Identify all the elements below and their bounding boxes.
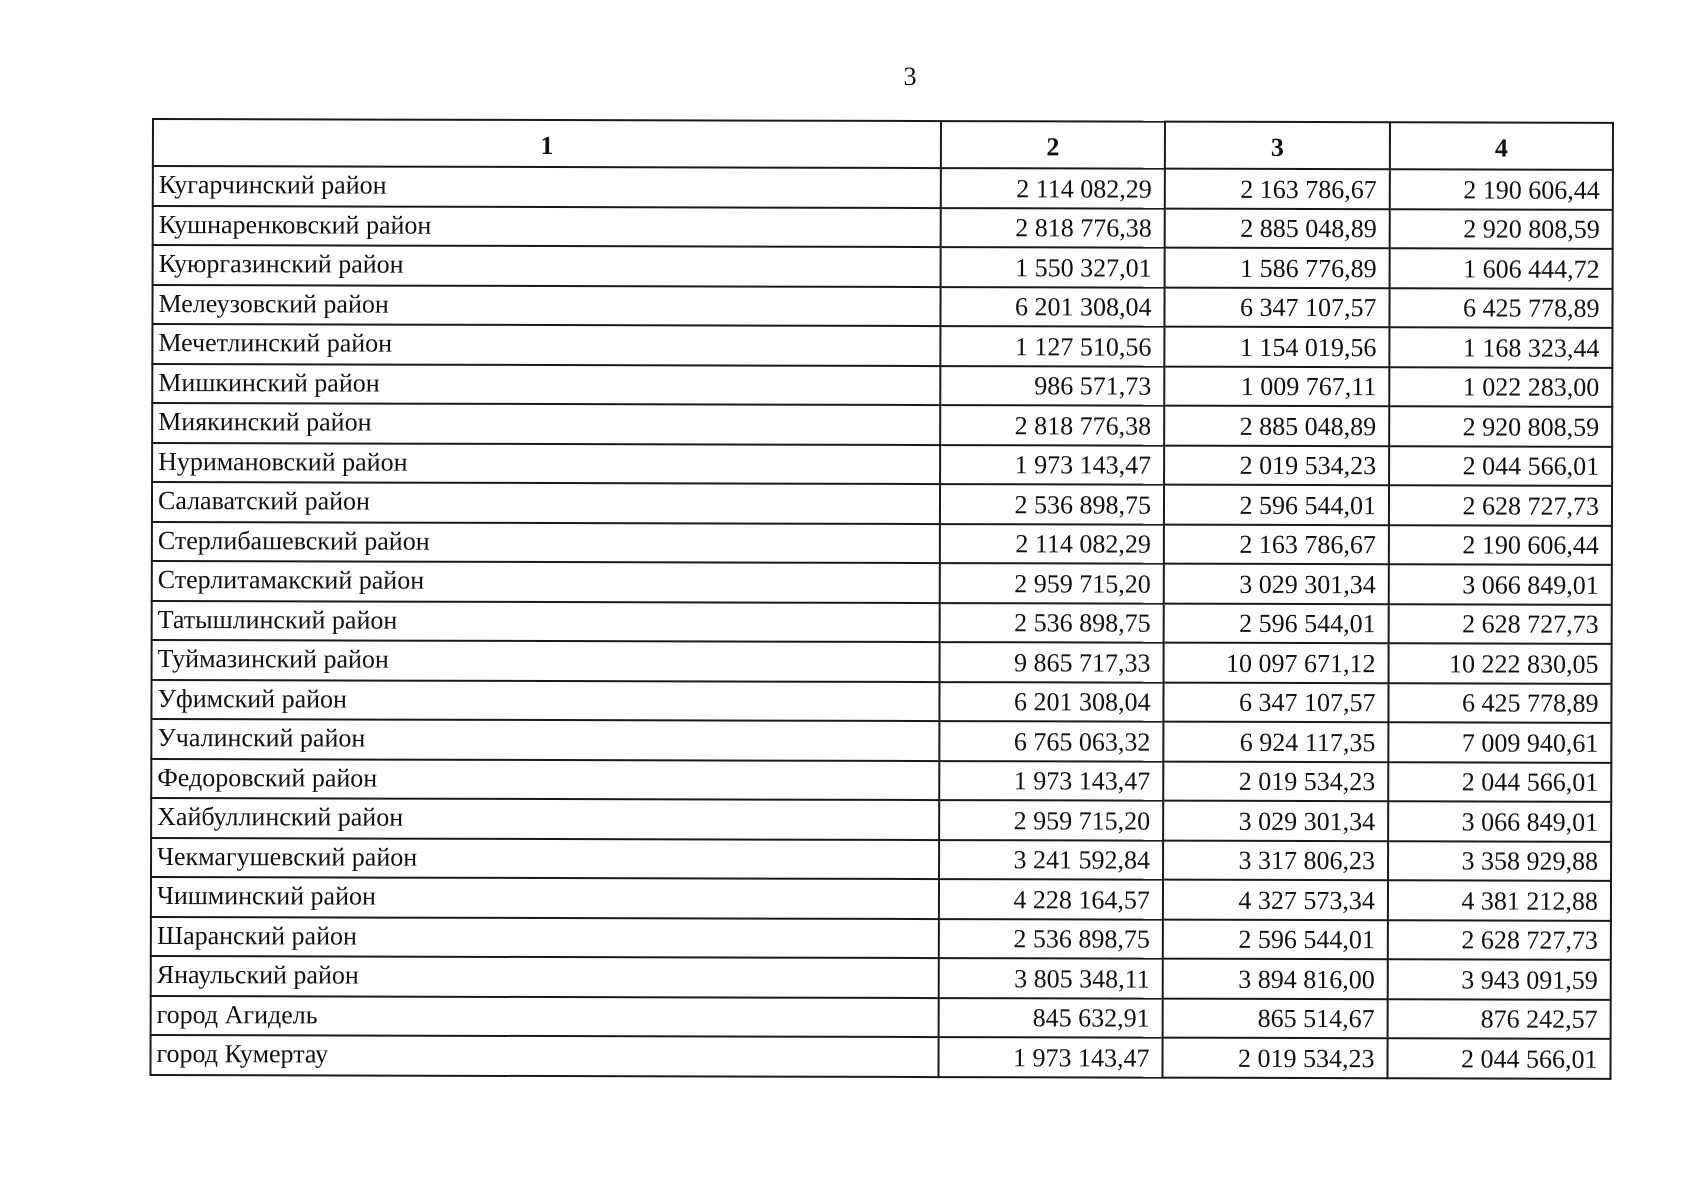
value-col-3-cell: 1 009 767,11 (1164, 366, 1389, 406)
table-row (153, 206, 1613, 249)
table-row (152, 482, 1612, 525)
value-col-4-cell: 2 628 727,73 (1389, 604, 1612, 644)
district-name-cell: Чекмагушевский район (151, 838, 939, 880)
district-name-cell: Миякинский район (152, 403, 940, 445)
district-name-cell: Татышлинский район (152, 601, 940, 643)
value-col-2-cell: 2 959 715,20 (939, 800, 1163, 840)
district-name-cell: Стерлибашевский район (152, 522, 940, 564)
value-col-2-cell: 2 536 898,75 (940, 603, 1164, 643)
value-col-2-cell: 3 805 348,11 (939, 958, 1163, 998)
district-name-cell: Хайбуллинский район (151, 798, 939, 840)
district-name-cell: Мечетлинский район (152, 324, 940, 366)
value-col-3-cell: 2 596 544,01 (1164, 603, 1389, 643)
district-name-cell: Кушнаренковский район (153, 206, 941, 248)
value-col-4-cell: 1 168 323,44 (1389, 327, 1612, 367)
value-col-4-cell: 1 606 444,72 (1390, 248, 1613, 288)
value-col-4-cell: 6 425 778,89 (1388, 683, 1611, 723)
value-col-3-cell: 4 327 573,34 (1163, 880, 1388, 920)
value-col-3-cell: 2 163 786,67 (1165, 169, 1390, 209)
table-row (151, 719, 1611, 762)
data-table (149, 118, 1614, 1079)
value-col-3-cell: 2 019 534,23 (1163, 761, 1388, 801)
value-col-4-cell: 2 044 566,01 (1387, 1038, 1610, 1078)
value-col-4-cell: 2 190 606,44 (1390, 169, 1613, 209)
value-col-2-cell: 1 550 327,01 (941, 247, 1165, 287)
value-col-4-cell: 3 066 849,01 (1388, 801, 1611, 841)
district-name-cell: Шаранский район (151, 916, 939, 958)
value-col-3-cell: 10 097 671,12 (1164, 643, 1389, 683)
value-col-3-cell: 6 924 117,35 (1163, 722, 1388, 762)
table-row (152, 364, 1612, 407)
table-row (150, 1035, 1610, 1078)
value-col-4-cell: 7 009 940,61 (1388, 722, 1611, 762)
value-col-2-cell: 1 973 143,47 (940, 445, 1164, 485)
table-row (151, 838, 1611, 881)
value-col-4-cell: 4 381 212,88 (1388, 880, 1611, 920)
table-row (153, 166, 1613, 209)
value-col-4-cell: 2 190 606,44 (1389, 525, 1612, 565)
value-col-4-cell: 2 628 727,73 (1388, 920, 1611, 960)
value-col-3-cell: 2 596 544,01 (1164, 485, 1389, 525)
value-col-2-cell: 2 959 715,20 (940, 563, 1164, 603)
table-row (152, 285, 1612, 328)
value-col-2-cell: 2 114 082,29 (940, 524, 1164, 564)
column-header-4: 4 (1390, 122, 1613, 170)
district-name-cell: Мишкинский район (152, 364, 940, 406)
value-col-2-cell: 3 241 592,84 (939, 840, 1163, 880)
value-col-4-cell: 3 066 849,01 (1389, 564, 1612, 604)
table-row (152, 640, 1612, 683)
table-container (149, 118, 1612, 1079)
table-row (151, 759, 1611, 802)
district-name-cell: город Агидель (151, 995, 939, 1037)
value-col-3-cell: 1 154 019,56 (1164, 327, 1389, 367)
value-col-4-cell: 2 920 808,59 (1389, 406, 1612, 446)
value-col-3-cell: 3 894 816,00 (1163, 959, 1388, 999)
district-name-cell: Кугарчинский район (153, 166, 941, 208)
district-name-cell: город Кумертау (150, 1035, 938, 1077)
district-name-cell: Чишминский район (151, 877, 939, 919)
value-col-2-cell: 2 536 898,75 (939, 919, 1163, 959)
table-row (152, 443, 1612, 486)
table-row (152, 561, 1612, 604)
table-row (151, 798, 1611, 841)
value-col-3-cell: 2 019 534,23 (1162, 1038, 1387, 1078)
table-row (152, 522, 1612, 565)
district-name-cell: Стерлитамакский район (152, 561, 940, 603)
district-name-cell: Туймазинский район (152, 640, 940, 682)
value-col-2-cell: 2 114 082,29 (941, 168, 1165, 208)
value-col-3-cell: 2 019 534,23 (1164, 445, 1389, 485)
district-name-cell: Мелеузовский район (152, 285, 940, 327)
value-col-3-cell: 2 885 048,89 (1164, 406, 1389, 446)
district-name-cell: Нуримановский район (152, 443, 940, 485)
district-name-cell: Янаульский район (151, 956, 939, 998)
value-col-3-cell: 3 317 806,23 (1163, 840, 1388, 880)
district-name-cell: Уфимский район (151, 680, 939, 722)
table-row (151, 680, 1611, 723)
value-col-3-cell: 3 029 301,34 (1163, 801, 1388, 841)
value-col-3-cell: 6 347 107,57 (1164, 287, 1389, 327)
value-col-2-cell: 1 973 143,47 (938, 1037, 1162, 1077)
value-col-2-cell: 2 818 776,38 (940, 405, 1164, 445)
district-name-cell: Учалинский район (151, 719, 939, 761)
value-col-2-cell: 9 865 717,33 (940, 642, 1164, 682)
table-row (151, 995, 1611, 1038)
column-header-1: 1 (153, 119, 941, 168)
table-row (152, 601, 1612, 644)
value-col-4-cell: 10 222 830,05 (1389, 643, 1612, 683)
table-row (152, 324, 1612, 367)
value-col-3-cell: 2 885 048,89 (1165, 208, 1390, 248)
table-header-row (153, 119, 1613, 170)
table-row (151, 916, 1611, 959)
value-col-4-cell: 2 628 727,73 (1389, 485, 1612, 525)
table-body (150, 166, 1612, 1078)
district-name-cell: Куюргазинский район (153, 245, 941, 287)
value-col-4-cell: 876 242,57 (1388, 999, 1611, 1039)
value-col-2-cell: 845 632,91 (939, 998, 1163, 1038)
value-col-2-cell: 6 201 308,04 (939, 682, 1163, 722)
value-col-2-cell: 6 765 063,32 (939, 721, 1163, 761)
value-col-3-cell: 2 596 544,01 (1163, 919, 1388, 959)
value-col-4-cell: 3 358 929,88 (1388, 841, 1611, 881)
column-header-2: 2 (941, 121, 1165, 169)
value-col-3-cell: 6 347 107,57 (1163, 682, 1388, 722)
table-row (151, 877, 1611, 920)
value-col-4-cell: 1 022 283,00 (1389, 367, 1612, 407)
table-row (152, 403, 1612, 446)
district-name-cell: Салаватский район (152, 482, 940, 524)
value-col-4-cell: 6 425 778,89 (1389, 288, 1612, 328)
value-col-4-cell: 2 044 566,01 (1388, 762, 1611, 802)
value-col-3-cell: 3 029 301,34 (1164, 564, 1389, 604)
value-col-3-cell: 2 163 786,67 (1164, 524, 1389, 564)
value-col-4-cell: 2 920 808,59 (1390, 209, 1613, 249)
column-header-3: 3 (1165, 122, 1390, 170)
value-col-2-cell: 986 571,73 (940, 366, 1164, 406)
value-col-2-cell: 1 127 510,56 (940, 326, 1164, 366)
value-col-2-cell: 4 228 164,57 (939, 879, 1163, 919)
page-number: 3 (903, 62, 917, 91)
value-col-2-cell: 6 201 308,04 (940, 287, 1164, 327)
value-col-2-cell: 1 973 143,47 (939, 761, 1163, 801)
value-col-2-cell: 2 536 898,75 (940, 484, 1164, 524)
table-row (151, 956, 1611, 999)
value-col-4-cell: 2 044 566,01 (1389, 446, 1612, 486)
value-col-3-cell: 1 586 776,89 (1165, 248, 1390, 288)
district-name-cell: Федоровский район (151, 759, 939, 801)
table-row (153, 245, 1613, 288)
value-col-2-cell: 2 818 776,38 (941, 208, 1165, 248)
value-col-3-cell: 865 514,67 (1163, 998, 1388, 1038)
value-col-4-cell: 3 943 091,59 (1388, 959, 1611, 999)
